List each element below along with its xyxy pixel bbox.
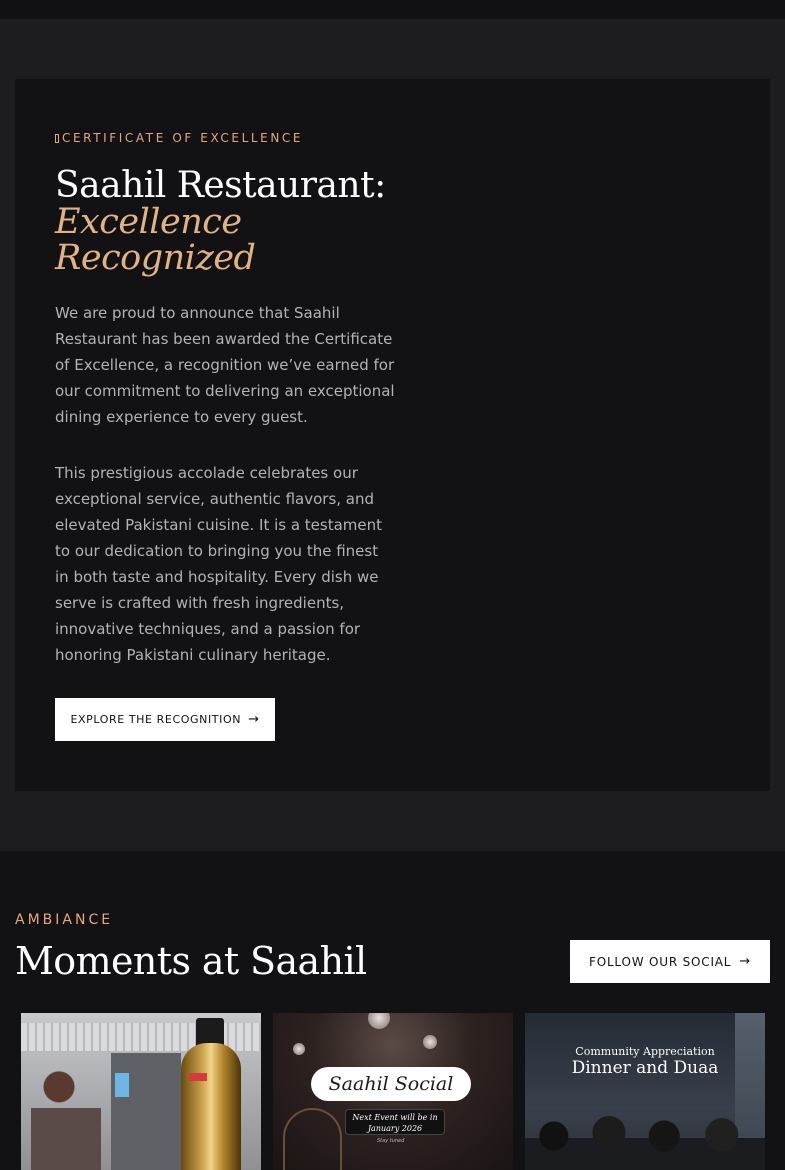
arrow-right-icon: → xyxy=(248,712,260,727)
bottle-shape xyxy=(181,1043,241,1170)
certificate-paragraph-2: This prestigious accolade celebrates our exceptional service, authentic flavors, and elevated Pakistani cuisine. It is a testament to our dedication to bringing you the finest in both taste and hospitality. Every dish we serve is crafted with fresh ingredients, innovative techniques, and a passion for honoring Pakistani culinary heritage. xyxy=(55,464,383,664)
next-event-tag xyxy=(345,1109,445,1135)
crowd-shape xyxy=(525,1108,765,1170)
explore-recognition-button[interactable] xyxy=(55,698,275,741)
stay-tuned-text: Stay tuned xyxy=(377,1138,405,1144)
dinner-duaa-text: Dinner and Duaa xyxy=(571,1058,719,1078)
eyebrow-marker-icon xyxy=(55,134,59,143)
lamp-shape xyxy=(293,1043,305,1055)
community-appreciation-text: Community Appreciation xyxy=(575,1045,715,1058)
next-event-line2: January 2026 xyxy=(367,1124,423,1133)
ambiance-eyebrow: AMBIANCE xyxy=(15,912,114,928)
oven-screen-shape xyxy=(115,1073,129,1097)
certificate-title-accent-line1: Excellence xyxy=(55,202,242,242)
bottle-label-shape xyxy=(189,1073,207,1081)
gallery-image-community-dinner[interactable] xyxy=(525,1013,765,1170)
certificate-title-accent-line2: Recognized xyxy=(55,238,256,278)
certificate-eyebrow xyxy=(55,131,303,145)
saahil-social-pill: Saahil Social xyxy=(311,1067,471,1101)
ambiance-section xyxy=(0,851,785,1170)
chef-shape xyxy=(31,1068,101,1170)
certificate-paragraph-1: We are proud to announce that Saahil Restaurant has been awarded the Certificate of Excellence, a recognition we’ve earned for our commitment to delivering an exceptional dining experience to every guest. xyxy=(55,304,395,426)
follow-social-button[interactable] xyxy=(570,940,770,983)
oven-shape xyxy=(111,1053,181,1170)
next-event-line1: Next Event will be in xyxy=(352,1113,438,1122)
arrow-right-icon: → xyxy=(739,954,751,969)
certificate-title xyxy=(55,167,435,276)
gallery-image-kitchen[interactable] xyxy=(21,1013,261,1170)
ambiance-title: Moments at Saahil xyxy=(15,939,367,983)
certificate-title-line: Saahil Restaurant: xyxy=(55,165,386,206)
arch-shape xyxy=(283,1108,342,1170)
lamp-shape xyxy=(368,1013,390,1029)
top-bar xyxy=(0,0,785,19)
certificate-eyebrow-text: CERTIFICATE OF EXCELLENCE xyxy=(62,131,304,145)
follow-social-label: FOLLOW OUR SOCIAL xyxy=(589,954,732,969)
certificate-section xyxy=(15,79,770,791)
explore-recognition-label: EXPLORE THE RECOGNITION xyxy=(70,713,242,726)
lamp-shape xyxy=(423,1035,437,1049)
gallery-image-saahil-social[interactable] xyxy=(273,1013,513,1170)
